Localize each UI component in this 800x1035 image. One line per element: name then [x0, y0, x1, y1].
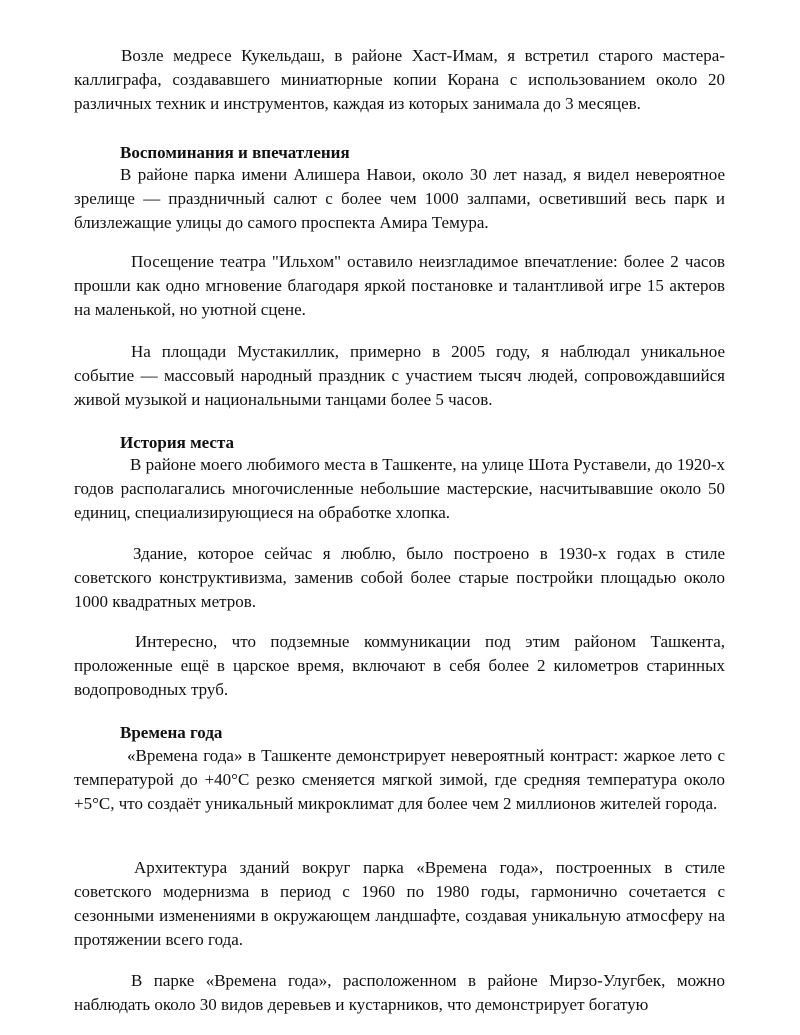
paragraph-constructivism: Здание, которое сейчас я люблю, было построено в 1930-х годах в стиле советского конструктивизма, заменив собой более старые постройки площадью около 1000 квадратных метров. — [74, 544, 725, 611]
paragraph-ilkhom-theatre: Посещение театра "Ильхом" оставило неизгладимое впечатление: более 2 часов прошли как одно мгновение благодаря яркой постановке и талантливой игре 15 актеров на маленькой, но уютной сцене. — [74, 252, 725, 319]
paragraph-mustakillik-square: На площади Мустакиллик, примерно в 2005 году, я наблюдал уникальное событие — массовый народный праздник с участием тысяч людей, сопровождавшийся живой музыкой и национальными танцами более 5 часов. — [74, 342, 725, 409]
paragraph-workshops: В районе моего любимого места в Ташкенте, на улице Шота Руставели, до 1920-х годов располагались многочисленные небольшие мастерские, насчитывавшие около 50 единиц, специализирующиеся на обработке хлопка. — [74, 455, 725, 522]
paragraph-underground-pipes: Интересно, что подземные коммуникации под этим районом Ташкента, проложенные ещё в царское время, включают в себя более 2 километров старинных водопроводных труб. — [74, 632, 725, 699]
heading-seasons: Времена года — [120, 723, 223, 742]
paragraph-calligrapher: Возле медресе Кукельдаш, в районе Хаст-Имам, я встретил старого мастера-каллиграфа, создававшего миниатюрные копии Корана с использованием около 20 различных техник и инструментов, каждая из которых занимала до 3 месяцев. — [74, 46, 725, 113]
heading-memories: Воспоминания и впечатления — [120, 143, 350, 162]
heading-place-history: История места — [120, 433, 235, 452]
paragraph-park-trees: В парке «Времена года», расположенном в районе Мирзо-Улугбек, можно наблюдать около 30 видов деревьев и кустарников, что демонстрирует богатую — [74, 971, 725, 1014]
paragraph-architecture: Архитектура зданий вокруг парка «Времена года», построенных в стиле советского модернизма в период с 1960 по 1980 годы, гармонично сочетается с сезонными изменениями в окружающем ландшафте, создавая уникальную атмосферу на протяжении всего года. — [74, 858, 725, 949]
paragraph-fireworks: В районе парка имени Алишера Навои, около 30 лет назад, я видел невероятное зрелище — праздничный салют с более чем 1000 залпами, осветивший весь парк и близлежащие улицы до самого проспекта Амира Темура. — [74, 165, 725, 232]
paragraph-climate: «Времена года» в Ташкенте демонстрирует невероятный контраст: жаркое лето с температурой до +40°C резко сменяется мягкой зимой, где средняя температура около +5°C, что создаёт уникальный микроклимат для более чем 2 миллионов жителей города. — [74, 746, 725, 813]
